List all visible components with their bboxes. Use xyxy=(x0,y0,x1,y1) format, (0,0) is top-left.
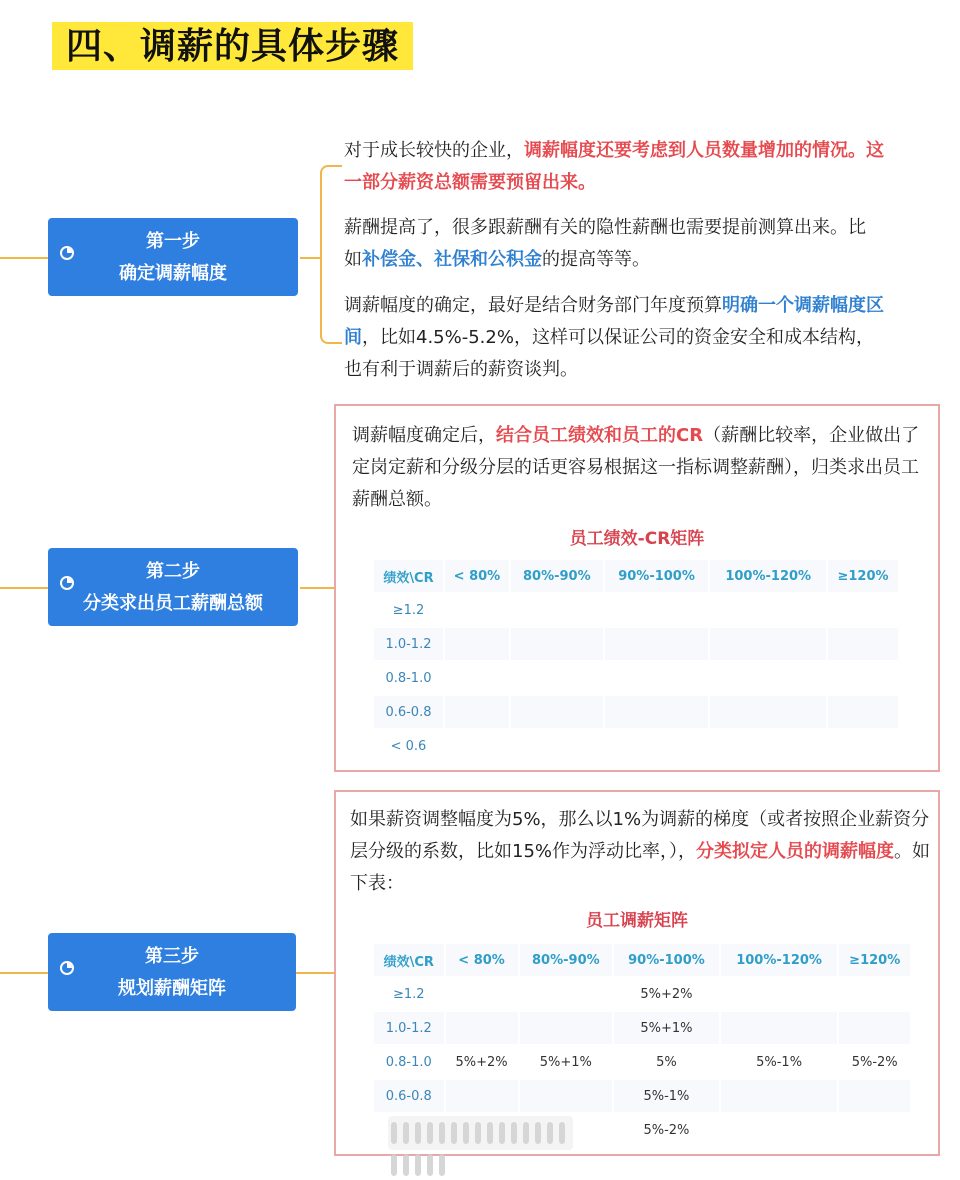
text: ，比如4.5%-5.2%，这样可以保证公司的资金安全和成本结构，也有利于调薪后的薪资谈判。 xyxy=(344,327,874,380)
clock-icon xyxy=(60,576,74,590)
watermark xyxy=(388,1116,573,1150)
matrix-cell xyxy=(710,696,826,728)
step-1-label: 第一步 xyxy=(146,231,200,252)
highlight-text: 明确一个调薪幅度区间 xyxy=(344,295,884,348)
connector-line xyxy=(0,587,48,589)
matrix-cell: 5%-1% xyxy=(721,1046,838,1078)
step-2-paragraph xyxy=(352,420,924,516)
step-3-card xyxy=(334,790,940,1156)
text: 薪酬提高了，很多跟薪酬有关的隐性薪酬也需要提前测算出来。比如 xyxy=(344,217,866,270)
matrix-header-cell: 90%-100% xyxy=(605,560,709,592)
matrix-header-cell: 绩效\CR xyxy=(374,944,444,976)
matrix-cell xyxy=(445,696,509,728)
matrix-cell xyxy=(446,1080,518,1112)
matrix-row xyxy=(374,978,910,1010)
matrix-cell xyxy=(446,1012,518,1044)
matrix-header-cell: 100%-120% xyxy=(721,944,838,976)
matrix-header-cell: ≥120% xyxy=(828,560,898,592)
matrix-cell xyxy=(445,628,509,660)
matrix-row-header: < 0.6 xyxy=(374,730,443,762)
matrix-cell xyxy=(605,696,709,728)
step-1-paragraph-2 xyxy=(344,212,874,276)
highlight-text: 调薪幅度还要考虑到人员数量增加的情况。这一部分薪资总额需要预留出来。 xyxy=(344,140,884,193)
matrix-cell xyxy=(511,696,603,728)
text: 的提高等等。 xyxy=(542,249,650,270)
matrix-row-header: ≥1.2 xyxy=(374,978,444,1010)
matrix-cell: 5% xyxy=(614,1046,719,1078)
matrix-cell xyxy=(839,978,910,1010)
text: 调薪幅度的确定，最好是结合财务部门年度预算 xyxy=(344,295,722,316)
matrix-cell xyxy=(828,696,898,728)
matrix-header-cell: < 80% xyxy=(446,944,518,976)
step-1-paragraph-1 xyxy=(344,135,889,199)
matrix-cell: 5%+2% xyxy=(446,1046,518,1078)
step-2-subtitle: 分类求出员工薪酬总额 xyxy=(83,593,263,614)
matrix-cell xyxy=(721,1012,838,1044)
matrix-row-header: 0.6-0.8 xyxy=(374,696,443,728)
connector-line xyxy=(0,972,48,974)
performance-cr-matrix xyxy=(372,558,900,764)
clock-icon xyxy=(60,961,74,975)
matrix-cell xyxy=(520,1080,613,1112)
matrix-cell xyxy=(445,662,509,694)
matrix-cell xyxy=(605,730,709,762)
matrix-cell: 5%-2% xyxy=(614,1114,719,1146)
matrix-row-header: 0.6-0.8 xyxy=(374,1080,444,1112)
clock-icon xyxy=(60,246,74,260)
matrix-row xyxy=(374,1046,910,1078)
matrix-cell xyxy=(445,730,509,762)
step-1-paragraph-3 xyxy=(344,290,889,386)
matrix-title: 员工绩效-CR矩阵 xyxy=(569,529,705,549)
text: 。如下表： xyxy=(350,841,931,894)
matrix-cell xyxy=(828,730,898,762)
matrix-cell xyxy=(710,628,826,660)
matrix-title: 员工调薪矩阵 xyxy=(586,911,688,931)
matrix-row-header: 1.0-1.2 xyxy=(374,628,443,660)
matrix-row xyxy=(374,628,898,660)
matrix-cell xyxy=(710,594,826,626)
text: 对于成长较快的企业， xyxy=(344,140,524,161)
step-1-box xyxy=(48,218,298,296)
matrix-cell xyxy=(520,1012,613,1044)
matrix-row xyxy=(374,594,898,626)
matrix-cell xyxy=(605,662,709,694)
matrix-header-cell: < 80% xyxy=(445,560,509,592)
matrix-cell xyxy=(511,594,603,626)
matrix-cell xyxy=(828,594,898,626)
matrix-row-header: 0.8-1.0 xyxy=(374,662,443,694)
matrix-row xyxy=(374,696,898,728)
step-3-label: 第三步 xyxy=(145,946,199,967)
step-2-box xyxy=(48,548,298,626)
matrix-header-cell: 100%-120% xyxy=(710,560,826,592)
connector-line xyxy=(0,257,48,259)
step-2-label: 第二步 xyxy=(146,561,200,582)
matrix-cell xyxy=(828,662,898,694)
matrix-row xyxy=(374,1012,910,1044)
matrix-cell xyxy=(605,594,709,626)
matrix-cell xyxy=(839,1080,910,1112)
matrix-row-header: ≥1.2 xyxy=(374,594,443,626)
page-title: 四、调薪的具体步骤 xyxy=(52,22,413,70)
matrix-cell xyxy=(828,628,898,660)
matrix-header-cell: 绩效\CR xyxy=(374,560,443,592)
matrix-cell: 5%-1% xyxy=(614,1080,719,1112)
matrix-cell xyxy=(710,730,826,762)
matrix-cell xyxy=(605,628,709,660)
highlight-text: 补偿金、社保和公积金 xyxy=(362,249,542,270)
step-3-subtitle: 规划薪酬矩阵 xyxy=(118,978,226,999)
matrix-cell xyxy=(839,1012,910,1044)
matrix-cell: 5%+1% xyxy=(520,1046,613,1078)
matrix-header-cell: 90%-100% xyxy=(614,944,719,976)
matrix-cell xyxy=(721,1114,838,1146)
text: 如果薪资调整幅度为5%，那么以1%为调薪的梯度（或者按照企业薪资分层分级的系数，比如15%作为浮动比率，）， xyxy=(350,809,930,862)
connector-line xyxy=(300,257,322,259)
matrix-cell: 5%+2% xyxy=(614,978,719,1010)
step-3-box xyxy=(48,933,296,1011)
matrix-header-cell: ≥120% xyxy=(839,944,910,976)
matrix-cell xyxy=(520,978,613,1010)
matrix-header-cell: 80%-90% xyxy=(520,944,613,976)
matrix-cell xyxy=(511,730,603,762)
step-1-subtitle: 确定调薪幅度 xyxy=(119,263,227,284)
matrix-row xyxy=(374,730,898,762)
matrix-cell xyxy=(511,662,603,694)
step-2-card xyxy=(334,404,940,772)
matrix-cell xyxy=(721,1080,838,1112)
matrix-header-cell: 80%-90% xyxy=(511,560,603,592)
connector-line xyxy=(300,587,336,589)
matrix-row-header: 0.8-1.0 xyxy=(374,1046,444,1078)
connector-line xyxy=(296,972,336,974)
text: （薪酬比较率，企业做出了定岗定薪和分级分层的话更容易根据这一指标调整薪酬），归类求出员工薪酬总额。 xyxy=(352,425,920,510)
matrix-row xyxy=(374,662,898,694)
matrix-cell xyxy=(721,978,838,1010)
connector-bracket xyxy=(320,165,342,344)
highlight-text: 结合员工绩效和员工的CR xyxy=(496,425,704,446)
matrix-cell xyxy=(445,594,509,626)
matrix-cell xyxy=(710,662,826,694)
matrix-cell: 5%+1% xyxy=(614,1012,719,1044)
matrix-row xyxy=(374,1080,910,1112)
matrix-cell xyxy=(511,628,603,660)
matrix-cell: 5%-2% xyxy=(839,1046,910,1078)
matrix-cell xyxy=(839,1114,910,1146)
matrix-cell xyxy=(446,978,518,1010)
matrix-row-header: 1.0-1.2 xyxy=(374,1012,444,1044)
text: 调薪幅度确定后， xyxy=(352,425,496,446)
step-3-paragraph xyxy=(350,804,930,900)
highlight-text: 分类拟定人员的调薪幅度 xyxy=(696,841,895,862)
